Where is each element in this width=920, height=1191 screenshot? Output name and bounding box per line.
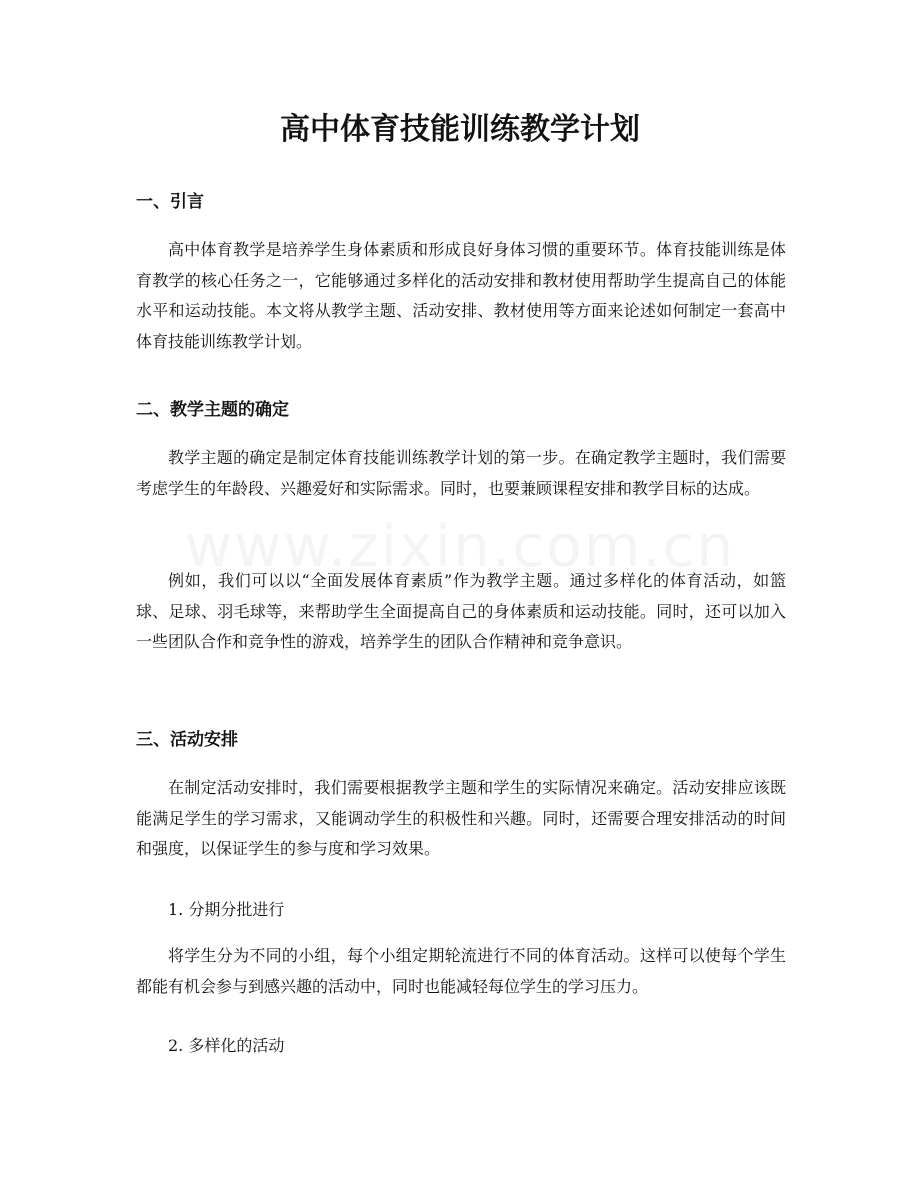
list-item-label: 1. 分期分批进行 xyxy=(168,900,285,919)
paragraph: 高中体育教学是培养学生身体素质和形成良好身体习惯的重要环节。体育技能训练是体育教学的核心任务之一，它能够通过多样化的活动安排和教材使用帮助学生提高自己的体能水平和运动技能。本文将从教学主题、活动安排、教材使用等方面来论述如何制定一套高中体育技能训练教学计划。 xyxy=(136,240,786,351)
paragraph: 将学生分为不同的小组，每个小组定期轮流进行不同的体育活动。这样可以使每个学生都能有机会参与到感兴趣的活动中，同时也能减轻每位学生的学习压力。 xyxy=(136,946,786,996)
section-heading-intro: 一、引言 xyxy=(136,192,204,212)
paragraph: 在制定活动安排时，我们需要根据教学主题和学生的实际情况来确定。活动安排应该既能满足学生的学习需求，又能调动学生的积极性和兴趣。同时，还需要合理安排活动的时间和强度，以保证学生的参与度和学习效果。 xyxy=(136,778,786,858)
paragraph: 教学主题的确定是制定体育技能训练教学计划的第一步。在确定教学主题时，我们需要考虑学生的年龄段、兴趣爱好和实际需求。同时，也要兼顾课程安排和教学目标的达成。 xyxy=(136,448,786,498)
section-heading-theme: 二、教学主题的确定 xyxy=(136,400,289,420)
document-title: 高中体育技能训练教学计划 xyxy=(280,112,640,147)
section-heading-activities: 三、活动安排 xyxy=(136,730,238,750)
paragraph: 例如，我们可以以“全面发展体育素质”作为教学主题。通过多样化的体育活动，如篮球、足球、羽毛球等，来帮助学生全面提高自己的身体素质和运动技能。同时，还可以加入一些团队合作和竞争性的游戏，培养学生的团队合作精神和竞争意识。 xyxy=(136,571,786,651)
list-item-label: 2. 多样化的活动 xyxy=(168,1036,285,1055)
